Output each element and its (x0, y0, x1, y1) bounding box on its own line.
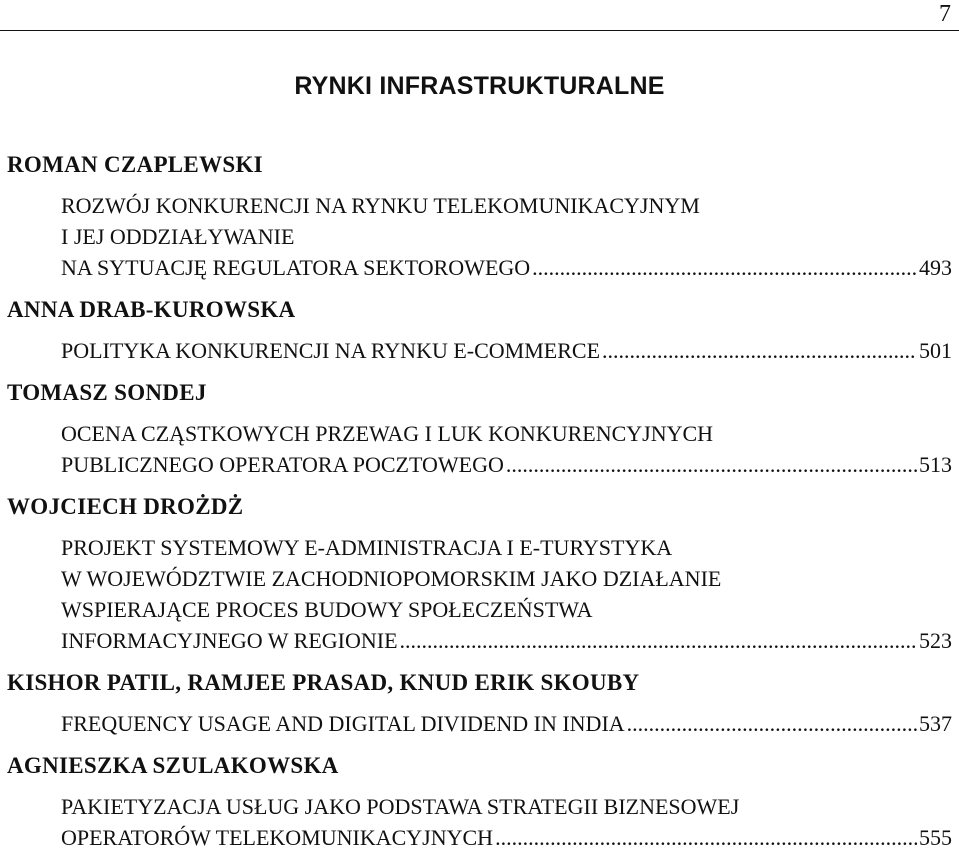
toc-title-text: FREQUENCY USAGE AND DIGITAL DIVIDEND IN INDIA (61, 711, 625, 736)
toc-author: TOMASZ SONDEJ (7, 380, 207, 405)
dot-leader (506, 449, 917, 480)
toc-title-last-line (61, 252, 952, 283)
toc-entry (7, 492, 952, 656)
toc-title-last-line (61, 449, 952, 480)
toc-entry (7, 150, 952, 283)
toc-entry (7, 378, 952, 480)
toc-title-line: OCENA CZĄSTKOWYCH PRZEWAG I LUK KONKURENCYJNYCH (61, 421, 714, 446)
toc-page-number: 501 (919, 338, 952, 363)
toc-entry (7, 295, 952, 366)
toc-page-number: 537 (919, 711, 952, 736)
toc-entry (7, 751, 952, 853)
dot-leader (602, 335, 917, 366)
toc-page-number: 523 (919, 628, 952, 653)
toc-author: ROMAN CZAPLEWSKI (7, 152, 263, 177)
toc-title-text: INFORMACYJNEGO W REGIONIE (61, 628, 398, 653)
toc-author: KISHOR PATIL, RAMJEE PRASAD, KNUD ERIK SKOUBY (7, 670, 640, 695)
toc-title-last-line (61, 708, 952, 739)
dot-leader (495, 822, 917, 853)
table-of-contents (7, 150, 952, 865)
toc-title-line: W WOJEWÓDZTWIE ZACHODNIOPOMORSKIM JAKO DZIAŁANIE (61, 566, 722, 591)
toc-title-line: ROZWÓJ KONKURENCJI NA RYNKU TELEKOMUNIKACYJNYM (61, 193, 700, 218)
toc-title-last-line (61, 822, 952, 853)
toc-title-last-line (61, 335, 952, 366)
dot-leader (400, 625, 917, 656)
top-rule (0, 30, 959, 31)
toc-author: ANNA DRAB-KUROWSKA (7, 297, 296, 322)
toc-title-text: NA SYTUACJĘ REGULATORA SEKTOROWEGO (61, 255, 531, 280)
toc-title-text: POLITYKA KONKURENCJI NA RYNKU E-COMMERCE (61, 338, 601, 363)
toc-title-line: PROJEKT SYSTEMOWY E-ADMINISTRACJA I E-TURYSTYKA (61, 535, 673, 560)
dot-leader (627, 708, 917, 739)
toc-title-line: I JEJ ODDZIAŁYWANIE (61, 224, 295, 249)
section-title: RYNKI INFRASTRUKTURALNE (294, 72, 665, 100)
toc-title-last-line (61, 625, 952, 656)
toc-title-line: PAKIETYZACJA USŁUG JAKO PODSTAWA STRATEGII BIZNESOWEJ (61, 794, 740, 819)
dot-leader (532, 252, 917, 283)
toc-page-number: 513 (919, 452, 952, 477)
page-number: 7 (939, 1, 951, 27)
toc-page-number: 493 (919, 255, 952, 280)
toc-author: WOJCIECH DROŻDŻ (7, 494, 244, 519)
toc-title-text: PUBLICZNEGO OPERATORA POCZTOWEGO (61, 452, 504, 477)
toc-title-text: OPERATORÓW TELEKOMUNIKACYJNYCH (61, 825, 494, 850)
toc-title-line: WSPIERAJĄCE PROCES BUDOWY SPOŁECZEŃSTWA (61, 597, 593, 622)
toc-author: AGNIESZKA SZULAKOWSKA (7, 753, 339, 778)
toc-entry (7, 668, 952, 739)
toc-page-number: 555 (919, 825, 952, 850)
